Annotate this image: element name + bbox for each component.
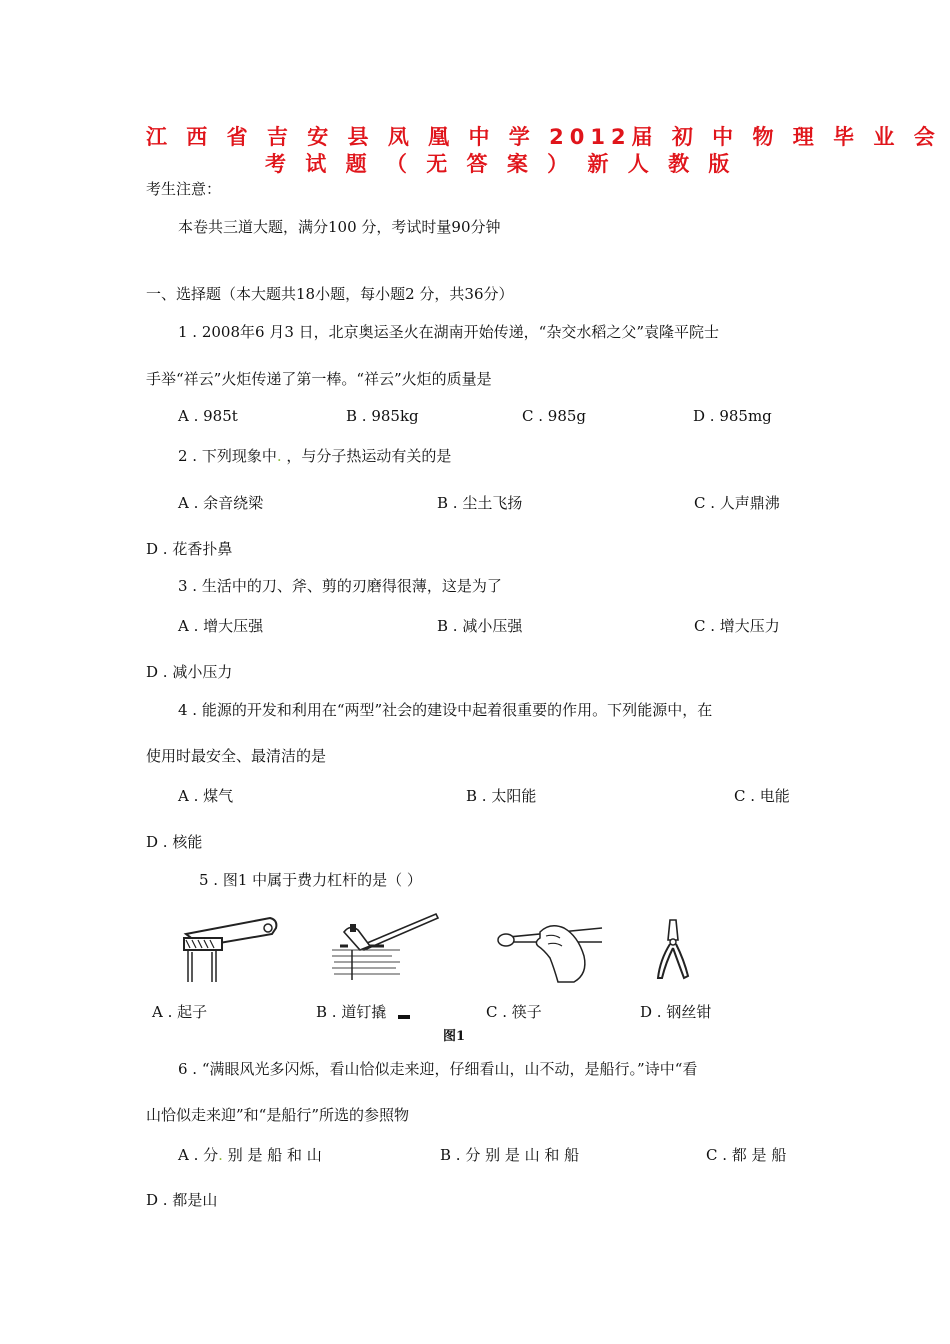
question-3-option-b: B . 减小压强 <box>437 617 523 635</box>
question-5-stem: 5 . 图1 中属于费力杠杆的是（ ） <box>199 871 422 889</box>
question-4-option-d: D . 核能 <box>146 833 203 851</box>
question-1-stem-line2: 手举“祥云”火炬传递了第一棒。“祥云”火炬的质量是 <box>146 370 492 388</box>
question-2-option-a: A . 余音绕梁 <box>178 494 264 512</box>
question-6-option-d: D . 都是山 <box>146 1191 218 1209</box>
green-dot-mark: . <box>276 447 282 465</box>
question-2-stem <box>178 445 451 466</box>
question-2-stem-part2: ，与分子热运动有关的是 <box>281 447 452 465</box>
question-1-option-b: B . 985kg <box>346 407 419 425</box>
chopsticks-figure <box>494 912 606 984</box>
question-2-option-b: B . 尘土飞扬 <box>437 494 523 512</box>
question-4-option-c: C . 电能 <box>734 787 790 805</box>
figure-caption: 图1 <box>443 1029 466 1044</box>
bottle-opener-figure <box>180 912 280 984</box>
question-6-stem-line1: 6 . “满眼风光多闪烁，看山恰似走来迎，仔细看山，山不动，是船行。”诗中“看 <box>178 1060 698 1078</box>
question-5-option-c: C . 筷子 <box>486 1003 542 1021</box>
question-5-option-a: A . 起子 <box>152 1003 208 1021</box>
question-4-stem-line2: 使用时最安全、最清洁的是 <box>146 747 327 765</box>
question-6-stem-line2: 山恰似走来迎”和“是船行”所选的参照物 <box>146 1106 410 1124</box>
question-3-option-d: D . 减小压力 <box>146 663 233 681</box>
page-title-line2: 考 试 题 （ 无 答 案 ） 新 人 教 版 <box>265 152 736 176</box>
question-4-stem-line1: 4 . 能源的开发和利用在“两型”社会的建设中起着很重要的作用。下列能源中，在 <box>178 701 713 719</box>
question-2-option-c: C . 人声鼎沸 <box>694 494 780 512</box>
question-1-stem-line1: 1 . 2008年6 月3 日，北京奥运圣火在湖南开始传递，“杂交水稻之父”袁隆平院士 <box>178 323 719 341</box>
question-2-stem-part1: 2 . 下列现象中 <box>178 447 277 465</box>
question-6-option-b: B . 分 别 是 山 和 船 <box>440 1146 580 1164</box>
underline-mark <box>398 1015 410 1019</box>
section-heading: 一、选择题（本大题共18小题，每小题2 分，共36分） <box>146 285 514 303</box>
question-1-option-c: C . 985g <box>522 407 587 425</box>
question-6-option-a-part1: A . 分 <box>178 1146 219 1164</box>
question-6-option-c: C . 都 是 船 <box>706 1146 787 1164</box>
question-6-option-a <box>178 1144 322 1165</box>
question-4-option-a: A . 煤气 <box>178 787 234 805</box>
question-3-option-c: C . 增大压力 <box>694 617 780 635</box>
question-3-stem: 3 . 生活中的刀、斧、剪的刃磨得很薄，这是为了 <box>178 577 502 595</box>
question-5-option-b: B . 道钉撬 <box>316 1003 387 1021</box>
question-1-option-d: D . 985mg <box>693 407 772 425</box>
green-dot-mark: . <box>218 1146 223 1164</box>
pliers-figure <box>650 916 698 982</box>
question-1-option-a: A . 985t <box>178 407 238 425</box>
question-3-option-a: A . 增大压强 <box>178 617 264 635</box>
question-2-option-d: D . 花香扑鼻 <box>146 540 233 558</box>
question-6-option-a-part2: 别 是 船 和 山 <box>222 1146 322 1164</box>
crowbar-figure <box>330 910 442 986</box>
notice-label: 考生注意： <box>146 180 222 198</box>
notice-text: 本卷共三道大题，满分100 分，考试时量90分钟 <box>178 218 501 236</box>
question-4-option-b: B . 太阳能 <box>466 787 537 805</box>
question-5-option-d: D . 钢丝钳 <box>640 1003 712 1021</box>
page-title-line1: 江 西 省 吉 安 县 凤 凰 中 学 2012届 初 中 物 理 毕 业 会 <box>146 125 941 149</box>
